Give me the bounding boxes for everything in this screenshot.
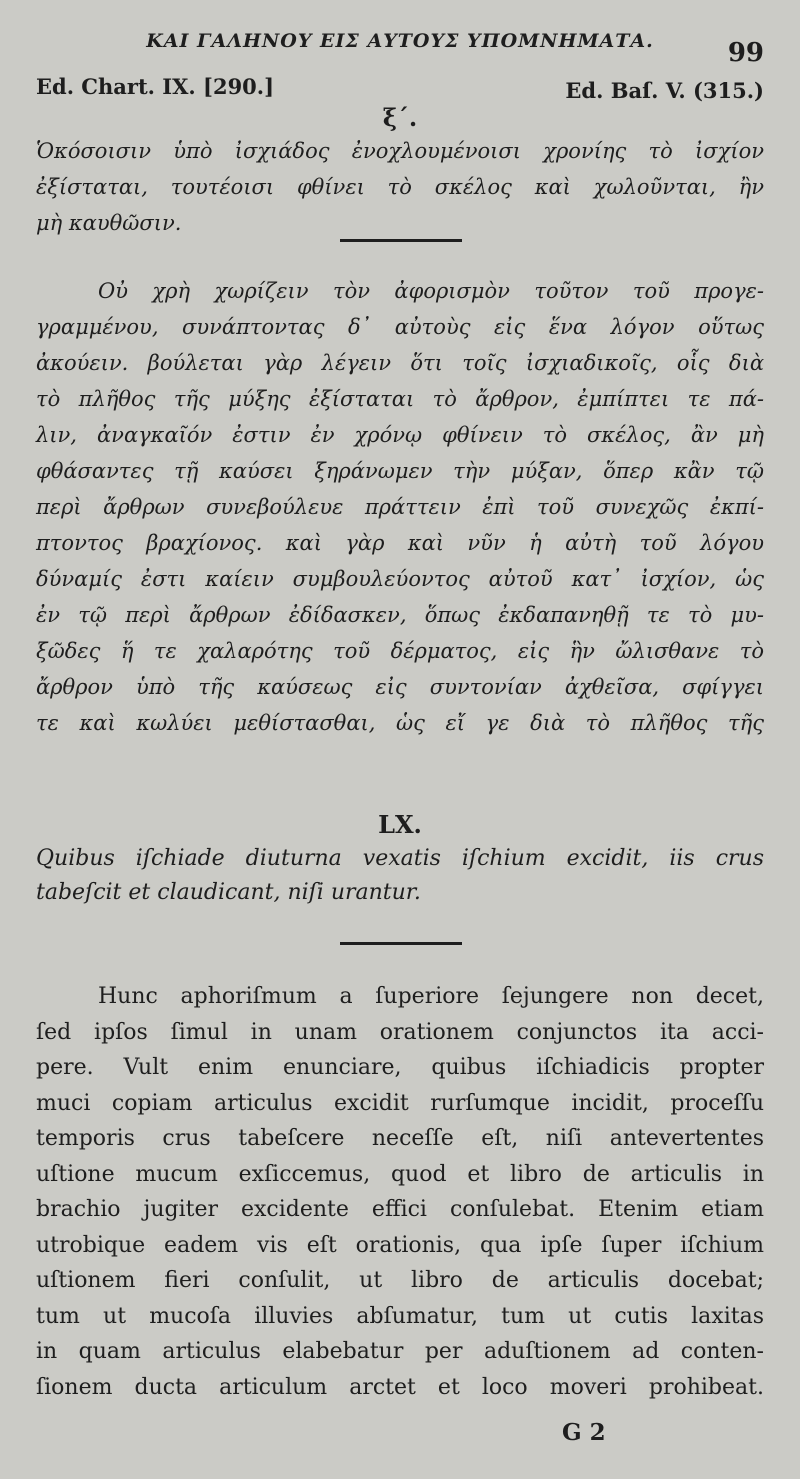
page-number: 99 [727,38,764,68]
text-line: φθάσαντες τῇ καύσει ξηράνωμεν τὴν μύξαν, ὅπερ κἂν τῷ [36,459,764,483]
text-line: pere. Vult enim enunciare, quibus iſchiadicis propter [36,1055,764,1080]
latin-aphorism-text [36,842,764,910]
section-rule [340,942,462,945]
text-line: uſtione mucum exſiccemus, quod et libro de articulis in [36,1161,764,1187]
text-line: Quibus iſchiade diuturna vexatis iſchium excidit, iis crus [36,846,764,871]
text-line: ἀκούειν. βούλεται γὰρ λέγειν ὅτι τοῖς ἰσχιαδικοῖς, οἷς διὰ [36,351,764,375]
text-line: Hunc aphoriſmum a ſuperiore ſejungere non decet, [98,984,764,1009]
text-line: γραμμένου, συνάπτοντας δ᾿ αὐτοὺς εἰς ἕνα λόγον οὕτως [36,315,764,339]
text-line: muci copiam articulus excidit rurſumque incidit, proceſſu [36,1090,764,1116]
text-line: brachio jugiter excidente effici conſulebat. Etenim etiam [36,1197,764,1222]
greek-aphorism-number: ξ΄. [382,103,418,132]
text-line: λιν, ἀναγκαῖόν ἐστιν ἐν χρόνῳ φθίνειν τὸ σκέλος, ἂν μὴ [36,423,764,447]
text-line: uſtionem fieri conſulit, ut libro de articulis docebat; [36,1268,764,1293]
text-line: ἐν τῷ περὶ ἄρθρων ἐδίδασκεν, ὅπως ἐκδαπανηθῇ τε τὸ μυ- [36,603,764,627]
text-line: τε καὶ κωλύει μεθίστασθαι, ὡς εἴ γε διὰ τὸ πλῆθος τῆς [36,711,764,735]
running-title: ΚΑΙ ΓΑΛΗΝΟΥ ΕΙΣ ΑΥΤΟΥΣ ΥΠΟΜΝΗΜΑΤΑ. [146,30,654,52]
text-line: in quam articulus elabebatur per aduſtionem ad conten- [36,1339,764,1364]
signature-mark: G 2 [562,1419,606,1446]
text-line: περὶ ἄρθρων συνεβούλευε πράττειν ἐπὶ τοῦ συνεχῶς ἐκπί- [36,495,764,519]
text-line: τὸ πλῆθος τῆς μύξης ἐξίσταται τὸ ἄρθρον, ἐμπίπτει τε πά- [36,387,764,411]
text-line: ἐξίσταται, τουτέοισι φθίνει τὸ σκέλος καὶ χωλοῦνται, ἢν [36,175,764,199]
text-line: ſed ipſos ſimul in unam orationem conjunctos ita acci- [36,1019,764,1045]
section-rule [340,239,462,242]
text-line: δύναμίς ἐστι καίειν συμβουλεύοντος αὐτοῦ κατ᾿ ἰσχίον, ὡς [36,567,764,591]
text-line: ἄρθρον ὑπὸ τῆς καύσεως εἰς συντονίαν ἀχθεῖσα, σφίγγει [36,675,764,699]
text-line: utrobique eadem vis eſt orationis, qua ipſe ſuper iſchium [36,1232,764,1258]
latin-commentary [36,979,764,1405]
text-line: tum ut mucoſa illuvies abſumatur, tum ut cutis laxitas [36,1303,764,1329]
edition-reference-right: Ed. Baſ. V. (315.) [565,78,764,103]
text-line: ξῶδες ἥ τε χαλαρότης τοῦ δέρματος, εἰς ἣν ὤλισθανε τὸ [36,639,764,663]
greek-aphorism-text [36,133,764,241]
text-line: tabeſcit et claudicant, niſi urantur. [36,880,421,905]
text-line: μὴ καυθῶσιν. [36,211,182,235]
greek-commentary [36,273,764,741]
text-line: temporis crus tabeſcere neceſſe eſt, niſi antevertentes [36,1126,764,1151]
text-line: ſionem ducta articulum arctet et loco moveri prohibeat. [36,1374,764,1400]
text-line: πτοντος βραχίονος. καὶ γὰρ καὶ νῦν ἡ αὐτὴ τοῦ λόγου [36,531,764,555]
text-line: Ὁκόσοισιν ὑπὸ ἰσχιάδος ἐνοχλουμένοισι χρονίης τὸ ἰσχίον [36,139,764,163]
latin-aphorism-number: LX. [378,810,422,839]
text-line: Οὐ χρὴ χωρίζειν τὸν ἀφορισμὸν τοῦτον τοῦ προγε- [98,279,764,303]
edition-reference-left: Ed. Chart. IX. [290.] [36,74,275,99]
